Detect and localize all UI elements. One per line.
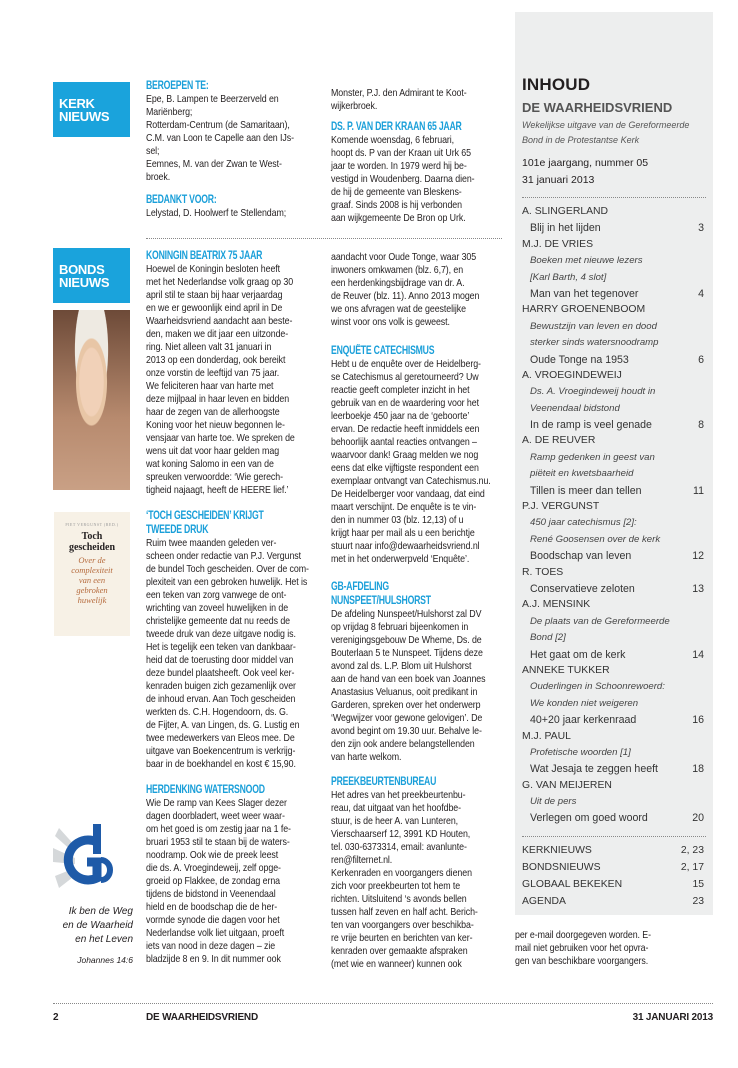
toc-title[interactable] bbox=[522, 483, 706, 499]
toc-text: A.J. MENSINK bbox=[522, 599, 591, 611]
article-van-der-kraan bbox=[331, 120, 505, 225]
toc-text: Het gaat om de kerk bbox=[530, 648, 626, 661]
article-heading: BEDANKT VOOR: bbox=[146, 193, 217, 206]
toc-text: Tillen is meer dan tellen bbox=[530, 484, 642, 497]
gb-logo-icon bbox=[53, 818, 115, 904]
toc-sub[interactable] bbox=[522, 679, 706, 695]
toc-text: Wat Jesaja te zeggen heeft bbox=[530, 763, 658, 776]
toc-author[interactable] bbox=[522, 778, 706, 794]
toc-page-number: 2, 23 bbox=[680, 845, 704, 856]
toc-text: BONDSNIEUWS bbox=[522, 862, 601, 873]
toc-title[interactable] bbox=[522, 810, 706, 826]
article-body: Hebt u de enquête over de Heidelberg- se Catechismus al geretourneerd? Uw reactie geeft completer inzicht in het gebruik van en de waardering voor het leerboekje 450 jaar na de ‘geboorte’ ervan. De redactie heeft inmiddels een behoorlijk aantal reacties ontvangen – waarvoor dank! Graag melden we nog eens dat elke vijftigste respondent een exemplaar ontvangt van Catechismus.nu. De Heidelberger voor vandaag, dat eind maart verschijnt. De enquête is te vin- den in nummer 03 (blz. 12,13) of u krijgt haar per mail als u een berichtje stuurt naar info@dewaarheidsvriend.nl met in het onderwerpveld ‘Enquête’. bbox=[331, 359, 491, 565]
article-watersnood-continued bbox=[331, 251, 505, 329]
toc-text: Uit de pers bbox=[530, 796, 577, 808]
toc-sub[interactable] bbox=[522, 696, 706, 712]
toc-author[interactable] bbox=[522, 368, 706, 384]
toc-sub[interactable] bbox=[522, 253, 706, 269]
toc-title[interactable] bbox=[522, 581, 706, 597]
toc-sub[interactable] bbox=[522, 319, 706, 335]
toc-text: Bond [2] bbox=[530, 632, 566, 644]
toc-author[interactable] bbox=[522, 433, 706, 449]
toc-text: KERKNIEUWS bbox=[522, 845, 592, 856]
toc-sub[interactable] bbox=[522, 401, 706, 417]
toc-page-number: 14 bbox=[692, 648, 704, 661]
toc-author[interactable] bbox=[522, 499, 706, 515]
toc-text: Conservatieve zeloten bbox=[530, 582, 635, 595]
toc-page-number: 11 bbox=[693, 484, 704, 497]
toc-title[interactable] bbox=[522, 352, 706, 368]
article-body: Epe, B. Lampen te Beerzerveld en Mariënberg; Rotterdam-Centrum (de Samaritaan), C.M. van Loon te Capelle aan den IJs- sel; Eemnes, M. van der Zwan te West- broek. bbox=[146, 94, 294, 183]
article-body: Het adres van het preekbeurtenbu- reau, dat uitgaat van het hoofdbe- stuur, is de heer A. van Lunteren, Vierschaarserf 12, 3991 KD Houten, tel. 030-6373314, email: avanlunte- ren@filternet.nl. Kerkenraden en voorgangers dienen zich voor preekbeurten tot hem te richten. Uitsluitend ‘s avonds bellen tussen half zeven en half acht. Berich- ten van voorgangers over beschikba- re vrije beurten en berichten van ker- kenraden over gemaakte afspraken (met wie en wanneer) kunnen ook bbox=[331, 790, 478, 970]
toc-text: A. DE REUVER bbox=[522, 435, 596, 447]
article-body: Monster, P.J. den Admirant te Koot- wijkerbroek. bbox=[331, 88, 467, 112]
toc-section[interactable] bbox=[522, 893, 706, 910]
magazine-subtitle: Wekelijkse uitgave van de Gereformeerde Bond in de Protestantse Kerk bbox=[522, 120, 690, 145]
toc-author[interactable] bbox=[522, 204, 706, 220]
toc-section[interactable] bbox=[522, 842, 706, 859]
footer-date: 31 JANUARI 2013 bbox=[632, 1012, 713, 1023]
toc-page-number: 20 bbox=[692, 812, 704, 825]
toc-text: A. VROEGINDEWEIJ bbox=[522, 369, 622, 381]
bible-reference: Johannes 14:6 bbox=[77, 955, 133, 965]
toc-page-number: 3 bbox=[698, 222, 704, 235]
toc-title[interactable] bbox=[522, 647, 706, 663]
toc-text: M.J. DE VRIES bbox=[522, 238, 594, 250]
toc-text: Veenendaal bidstond bbox=[530, 402, 620, 414]
toc-author[interactable] bbox=[522, 565, 706, 581]
toc-sub[interactable] bbox=[522, 745, 706, 761]
toc-text: sterker sinds watersnoodramp bbox=[530, 337, 659, 349]
book-author: PIET VERGUNST (RED.) bbox=[65, 522, 119, 527]
toc-list bbox=[522, 204, 706, 827]
toc-text: HARRY GROENENBOOM bbox=[522, 304, 646, 316]
toc-text: AGENDA bbox=[522, 896, 566, 907]
article-heading: ENQUÊTE CATECHISMUS bbox=[331, 344, 435, 357]
toc-sub[interactable] bbox=[522, 335, 706, 351]
footer-divider bbox=[53, 1003, 713, 1004]
article-bedankt-continued bbox=[331, 87, 505, 113]
article-preekbeurtenbureau-continued bbox=[515, 929, 715, 968]
article-heading: PREEKBEURTENBUREAU bbox=[331, 775, 437, 788]
toc-sub[interactable] bbox=[522, 450, 706, 466]
article-heading: HERDENKING WATERSNOOD bbox=[146, 783, 265, 796]
toc-page-number: 6 bbox=[698, 353, 704, 366]
toc-text: Verlegen om goed woord bbox=[530, 812, 648, 825]
toc-text: R. TOES bbox=[522, 566, 564, 578]
magazine-name: DE WAARHEIDSVRIEND bbox=[522, 100, 673, 115]
toc-author[interactable] bbox=[522, 302, 706, 318]
article-heading: ‘TOCH GESCHEIDEN’ KRIJGT TWEEDE DRUK bbox=[146, 509, 264, 536]
article-bedankt bbox=[146, 193, 320, 220]
toc-text: M.J. PAUL bbox=[522, 730, 571, 742]
toc-page-number: 12 bbox=[692, 550, 704, 563]
toc-author[interactable] bbox=[522, 597, 706, 613]
bible-quote: Ik ben de Weg en de Waarheid en het Leven bbox=[62, 906, 133, 945]
toc-text: Boodschap van leven bbox=[530, 550, 632, 563]
toc-page-number: 2, 17 bbox=[680, 862, 704, 873]
article-heading: BEROEPEN TE: bbox=[146, 79, 209, 92]
toc-text: P.J. VERGUNST bbox=[522, 501, 600, 513]
issue-info: 101e jaargang, nummer 05 31 januari 2013 bbox=[522, 157, 649, 186]
toc-page-number: 4 bbox=[698, 287, 704, 300]
toc-text: GLOBAAL BEKEKEN bbox=[522, 879, 623, 890]
article-heading: KONINGIN BEATRIX 75 JAAR bbox=[146, 249, 263, 262]
article-heading: GB-AFDELING NUNSPEET/HULSHORST bbox=[331, 580, 431, 607]
toc-title[interactable] bbox=[522, 712, 706, 728]
article-body: Lelystad, D. Hoolwerf te Stellendam; bbox=[146, 208, 287, 219]
article-body: Wie De ramp van Kees Slager dezer dagen doorbladert, weet weer waar- om het goed is om zestig jaar na 1 fe- bruari 1953 stil te staan bij de waters- noodramp. Ook wie de preek leest die ds. A. Vroegindeweij, zelf opge- groeid op Flakkee, de zondag erna tijdens de bidstond in Veenendaal hield en de boodschap die de her- vormde synode die dagen voor het Nederlandse volk liet uitgaan, proeft iets van nood in deze dagen – zie bladzijde 8 en 9. In dit nummer ook bbox=[146, 798, 291, 965]
toc-sections bbox=[522, 842, 706, 910]
toc-text: Blij in het lijden bbox=[530, 222, 601, 235]
toc-title: INHOUD bbox=[522, 75, 591, 94]
toc-text: In de ramp is veel genade bbox=[530, 419, 652, 432]
article-body: aandacht voor Oude Tonge, waar 305 inwoners omkwamen (blz. 6,7), en een herdenkingsbijdrage van dr. A. de Reuver (blz. 11). Anno 2013 mogen we ons afvragen wat de geestelijke winst voor ons volk is geweest. bbox=[331, 252, 480, 328]
toc-text: De plaats van de Gereformeerde bbox=[530, 615, 670, 627]
toc-text: ANNEKE TUKKER bbox=[522, 664, 610, 676]
section-divider bbox=[146, 238, 502, 239]
toc-text: Bewustzijn van leven en dood bbox=[530, 320, 657, 332]
toc-text: Profetische woorden [1] bbox=[530, 746, 631, 758]
toc-sub[interactable] bbox=[522, 270, 706, 286]
table-of-contents-sidebar bbox=[515, 12, 713, 915]
toc-text: A. SLINGERLAND bbox=[522, 206, 609, 217]
toc-page-number: 13 bbox=[692, 582, 704, 595]
toc-title[interactable] bbox=[522, 548, 706, 564]
toc-section[interactable] bbox=[522, 876, 706, 893]
article-beroepen bbox=[146, 79, 320, 184]
toc-title[interactable] bbox=[522, 417, 706, 433]
toc-sub[interactable] bbox=[522, 630, 706, 646]
toc-divider bbox=[522, 197, 706, 198]
toc-text: piëteit en kwetsbaarheid bbox=[530, 468, 634, 480]
toc-author[interactable] bbox=[522, 237, 706, 253]
toc-text: 40+20 jaar kerkenraad bbox=[530, 714, 637, 727]
toc-text: Man van het tegenover bbox=[530, 287, 639, 300]
toc-text: Ramp gedenken in geest van bbox=[530, 451, 655, 463]
queen-beatrix-photo bbox=[53, 310, 130, 490]
article-enquete bbox=[331, 344, 505, 566]
article-beatrix bbox=[146, 249, 320, 497]
article-body: Komende woensdag, 6 februari, hoopt ds. P van der Kraan uit Urk 65 jaar te worden. In 1979 werd hij be- vestigd in Woudenberg. Daarna dien- de hij de gemeente van Bleskens- graaf. Sinds 2008 is hij verbonden aan wijkgemeente De Bron op Urk. bbox=[331, 135, 475, 224]
article-body: Hoewel de Koningin besloten heeft met het Nederlandse volk graag op 30 april stil te staan bij haar verjaardag en we er gewoonlijk eind april in De Waarheidsvriend aandacht aan beste- den, maken we dit jaar een uitzonde- ring. Niet alleen valt 31 januari in 2013 op een donderdag, ook bereikt onze vorstin de leeftijd van 75 jaar. We feliciteren haar van harte met deze mijlpaal in haar leven en bidden haar de zegen van de allerhoogste Koning voor het nieuw begonnen le- vensjaar van harte toe. We spreken de wens uit dat voor haar gelden mag wat koning Salomo in een van de spreuken verwoordde: ‘Wie gerech- tigheid najaagt, heeft de HEERE lief.’ bbox=[146, 264, 295, 496]
article-body: Ruim twee maanden geleden ver- scheen onder redactie van P.J. Vergunst de bundel Toch gescheiden. Over de com- plexiteit van een gebroken huwelijk. Het is een teken van zorg vanwege de ont- wrichting van zoveel huwelijken in de christelijke gemeente dat nu reeds de tweede druk van deze uitgave nodig is. Het is tegelijk een teken van dankbaar- heid dat de toerusting door middel van deze bundel plaatsheeft. Ook veel ker- kenraden buigen zich gezamenlijk over de inhoud ervan. Aan Toch gescheiden werkten ds. C.H. Hogendoorn, ds. G. de Fijter, A. van Lingen, ds. G. Lustig en twee medewerkers van Eleos mee. De uitgave van Boekencentrum is verkrijg- baar in de boekhandel en kost € 15,90. bbox=[146, 538, 309, 770]
article-body: per e-mail doorgegeven worden. E- mail niet gebruiken voor het opvra- gen van beschikbare voorgangers. bbox=[515, 930, 651, 967]
toc-page-number: 18 bbox=[692, 763, 704, 776]
toc-page-number: 23 bbox=[692, 896, 704, 907]
toc-sub[interactable] bbox=[522, 515, 706, 531]
toc-text: 450 jaar catechismus [2]: bbox=[530, 517, 637, 529]
footer-magazine-name: DE WAARHEIDSVRIEND bbox=[146, 1012, 258, 1023]
toc-text: We konden niet weigeren bbox=[530, 697, 639, 709]
toc-text: Oude Tonge na 1953 bbox=[530, 353, 629, 366]
toc-sub[interactable] bbox=[522, 384, 706, 400]
section-tag-kerknieuws: KERK NIEUWS bbox=[53, 82, 130, 137]
article-toch-gescheiden bbox=[146, 509, 320, 771]
toc-title[interactable] bbox=[522, 220, 706, 236]
toc-title[interactable] bbox=[522, 286, 706, 302]
article-body: De afdeling Nunspeet/Hulshorst zal DV op vrijdag 8 februari bijeenkomen in verenigingsgebouw De Wheme, Ds. de Bouterlaan 5 te Nunspeet. Tijdens deze avond zal ds. L.P. Blom uit Hulshorst aan de hand van een boek van Joannes Anastasius Veluanus, ooit predikant in Garderen, spreken over het onderwerp ‘Wegwijzer voor gewone gelovigen’. De avond begint om 19.30 uur. Behalve le- den zijn ook andere belangstellenden van harte welkom. bbox=[331, 609, 486, 763]
article-preekbeurtenbureau bbox=[331, 775, 505, 971]
toc-text: [Karl Barth, 4 slot] bbox=[530, 271, 607, 283]
article-watersnood bbox=[146, 783, 320, 966]
toc-title[interactable] bbox=[522, 761, 706, 777]
toc-divider bbox=[522, 836, 706, 837]
toc-sub[interactable] bbox=[522, 614, 706, 630]
toc-text: René Goosensen over de kerk bbox=[530, 533, 661, 545]
book-title: Toch gescheiden bbox=[68, 531, 116, 553]
book-subtitle: Over de complexiteit van een gebroken huwelijk bbox=[71, 555, 113, 605]
toc-text: G. VAN MEIJEREN bbox=[522, 779, 612, 791]
toc-sub[interactable] bbox=[522, 532, 706, 548]
toc-page-number: 15 bbox=[692, 879, 704, 890]
toc-section[interactable] bbox=[522, 859, 706, 876]
toc-page-number: 8 bbox=[698, 419, 704, 432]
toc-text: Boeken met nieuwe lezers bbox=[530, 255, 643, 267]
book-cover-image bbox=[54, 512, 130, 636]
toc-author[interactable] bbox=[522, 663, 706, 679]
toc-page-number: 16 bbox=[692, 714, 704, 727]
article-heading: DS. P. VAN DER KRAAN 65 JAAR bbox=[331, 120, 462, 133]
toc-text: Ouderlingen in Schoonrewoerd: bbox=[530, 681, 665, 693]
toc-sub[interactable] bbox=[522, 466, 706, 482]
toc-author[interactable] bbox=[522, 729, 706, 745]
toc-text: Ds. A. Vroegindeweij houdt in bbox=[530, 386, 656, 398]
article-gb-afdeling bbox=[331, 580, 505, 764]
toc-sub[interactable] bbox=[522, 794, 706, 810]
section-tag-bondsnieuws: BONDS NIEUWS bbox=[53, 248, 130, 303]
footer-page-number: 2 bbox=[53, 1012, 59, 1023]
